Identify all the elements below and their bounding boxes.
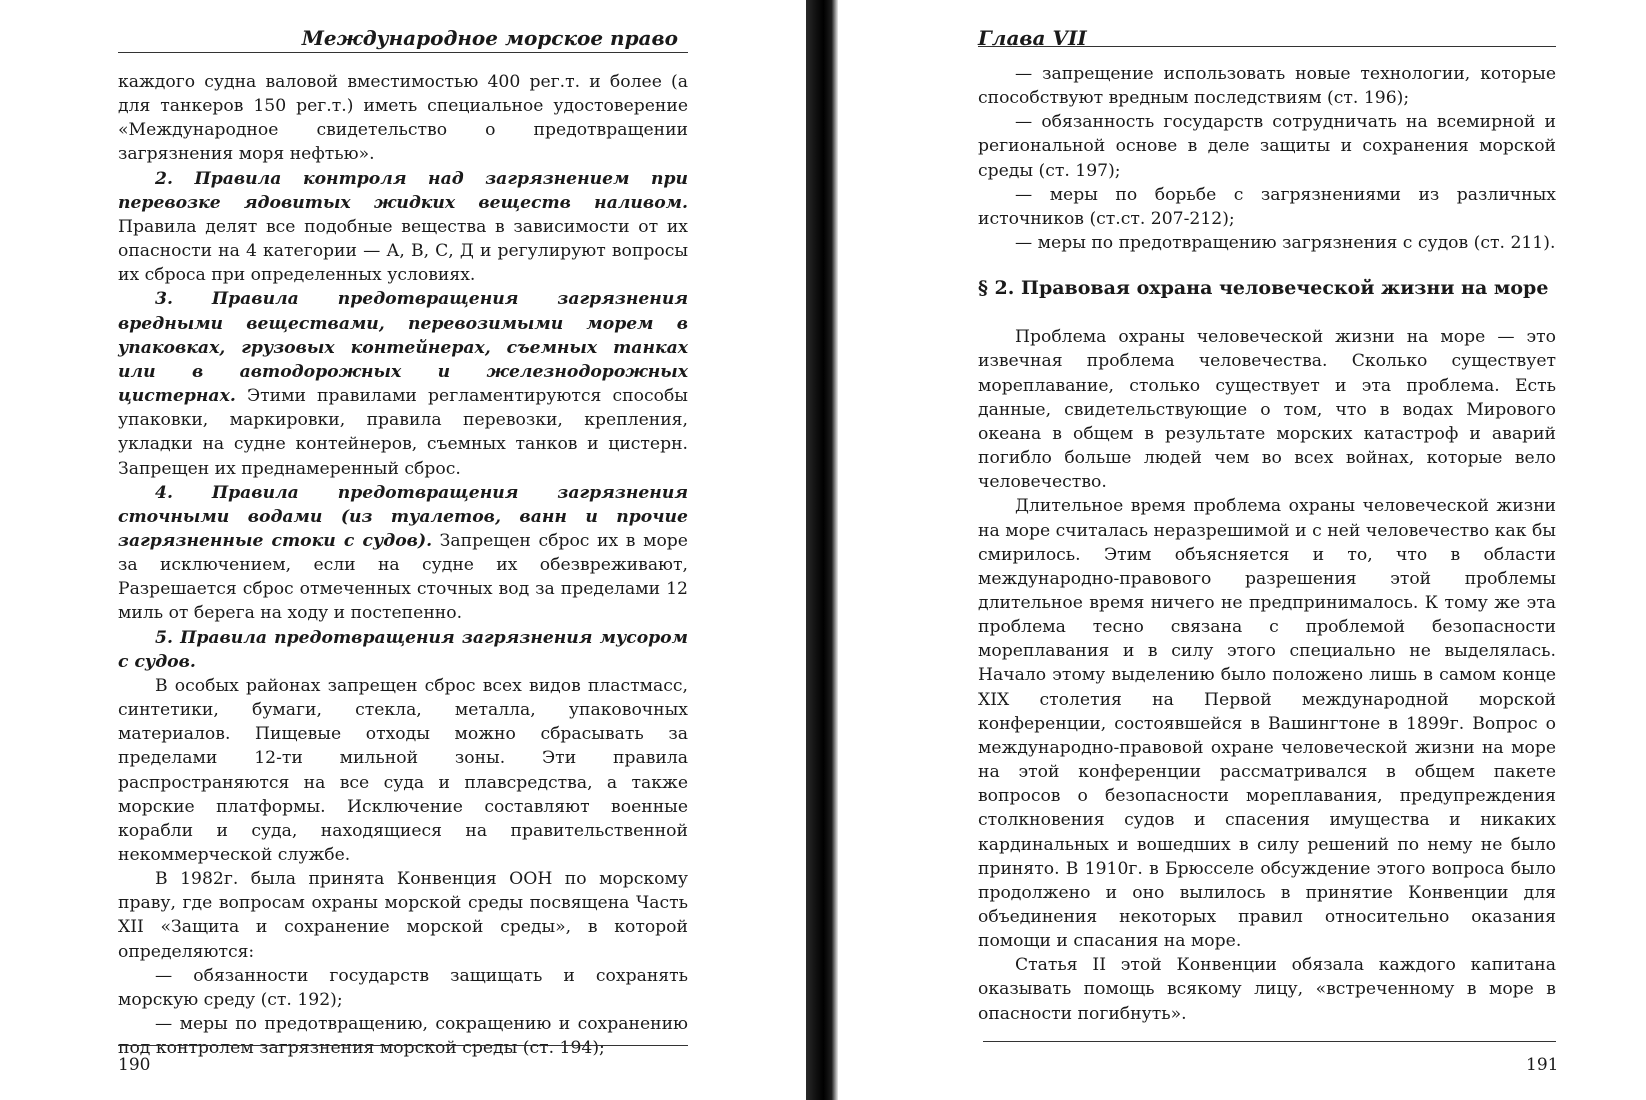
- page-number: 190: [118, 1055, 151, 1075]
- paragraph-text: — обязанности государств защищать и сохранять морскую среду (ст. 192);: [118, 965, 688, 1010]
- footer-rule: [983, 1041, 1556, 1042]
- page-number: 191: [1526, 1055, 1559, 1075]
- list-item: — меры по предотвращению загрязнения с судов (ст. 211).: [1015, 233, 1556, 254]
- rule-title: 3. Правила предотвращения загрязнения вредными веществами, перевозимыми морем в упаковках, грузовых контейнерах, съемных танках или в автодорожных и железнодорожных цистернах.: [118, 289, 688, 407]
- paragraph: [118, 167, 688, 288]
- paragraph: [118, 626, 688, 674]
- paragraph: [118, 867, 688, 964]
- paragraph-text: Запрещен сброс их в море за исключением, если на судне их обезвреживают, Разрешается сброс отмеченных сточных вод за пределами 12 миль от берега на ходу и постепенно.: [118, 530, 688, 624]
- list-item: — обязанность государств сотрудничать на всемирной и региональной основе в деле защиты и сохранения морской среды (ст. 197);: [978, 112, 1556, 181]
- paragraph-text: Этими правилами регламентируются способы упаковки, маркировки, правила перевозки, крепления, укладки на судне контейнеров, съемных танков и цистерн. Запрещен их преднамеренный сброс.: [118, 386, 688, 479]
- paragraph: Проблема охраны человеческой жизни на море — это извечная проблема человечества. Сколько существует мореплавание, столько существует и эта проблема. Есть данные, свидетельствующие о том, что в водах Мирового океана в общем в результате морских катастроф и аварий погибло больше людей чем во всех войнах, которые вело человечество.: [978, 327, 1556, 493]
- paragraph: [118, 481, 688, 626]
- list-item: — запрещение использовать новые технологии, которые способствуют вредным последствиям (ст. 196);: [978, 64, 1556, 109]
- header-rule: [118, 52, 688, 53]
- paragraph-text: В особых районах запрещен сброс всех видов пластмасс, синтетики, бумаги, стекла, металла, упаковочных материалов. Пищевые отходы можно сбрасывать за пределами 12-ти мильной зоны. Эти правила распространяются на все суда и плавсредства, а также морские платформы. Исключение составляют военные корабли и суда, находящиеся на правительственной некоммерческой службе.: [118, 675, 688, 865]
- list-item: [118, 964, 688, 1012]
- paragraph: Длительное время проблема охраны человеческой жизни на море считалась неразрешимой и с ней человечество как бы смирилось. Этим объясняется и то, что в области международно-правового разрешения этой проблемы длительное время ничего не предпринималось. К тому же эта проблема тесно связана с проблемой безопасности мореплавания и в силу этого специально не выделялась. Начало этому выделению было положено лишь в самом конце XIX столетия на Первой международной морской конференции, состоявшейся в Вашингтоне в 1899г. Вопрос о международно-правовой охране человеческой жизни на море на этой конференции рассматривался в общем пакете вопросов о безопасности мореплавания, предупреждения столкновения судов и спасения имущества и никаких кардинальных и вошедших в силу решений по нему не было принято. В 1910г. в Брюсселе обсуждение этого вопроса было продолжено и оно вылилось в принятие Конвенции для объединения некоторых правил относительно оказания помощи и спасания на море.: [978, 496, 1556, 952]
- paragraph: [118, 287, 688, 480]
- paragraph: [118, 674, 688, 867]
- paragraph-text: — меры по предотвращению, сокращению и сохранению под контролем загрязнения морской среды (ст. 194);: [118, 1014, 688, 1059]
- list-item: [118, 1012, 688, 1060]
- rule-title: 4. Правила предотвращения загрязнения сточными водами (из туалетов, ванн и прочие загрязненные стоки с судов).: [118, 482, 688, 551]
- header-rule: [978, 46, 1556, 47]
- paragraph: [118, 70, 688, 167]
- running-header: Международное морское право: [301, 26, 678, 50]
- page-body: [118, 70, 688, 1060]
- rule-title: 2. Правила контроля над загрязнением при перевозке ядовитых жидких веществ наливом.: [118, 168, 688, 213]
- rule-title: 5. Правила предотвращения загрязнения мусором с судов.: [118, 627, 688, 672]
- page-body: [978, 62, 1556, 1026]
- book-spine: [806, 0, 838, 1100]
- paragraph-text: В 1982г. была принята Конвенция ООН по морскому праву, где вопросам охраны морской среды посвящена Часть XII «Защита и сохранение морской среды», в которой определяются:: [118, 869, 688, 962]
- paragraph-text: каждого судна валовой вместимостью 400 рег.т. и более (а для танкеров 150 рег.т.) иметь специальное удостоверение «Международное свидетельство о предотвращении загрязнения моря нефтью».: [118, 72, 688, 165]
- section-heading: § 2. Правовая охрана человеческой жизни на море: [978, 277, 1549, 300]
- footer-rule: [118, 1045, 688, 1046]
- paragraph: Статья II этой Конвенции обязала каждого капитана оказывать помощь всякому лицу, «встреченному в море в опасности погибнуть».: [978, 955, 1556, 1024]
- list-item: — меры по борьбе с загрязнениями из различных источников (ст.ст. 207-212);: [978, 184, 1556, 229]
- paragraph-text: Правила делят все подобные вещества в зависимости от их опасности на 4 категории — А, В, С, Д и регулируют вопросы их сброса при определенных условиях.: [118, 216, 688, 286]
- running-header: Глава VII: [978, 26, 1087, 50]
